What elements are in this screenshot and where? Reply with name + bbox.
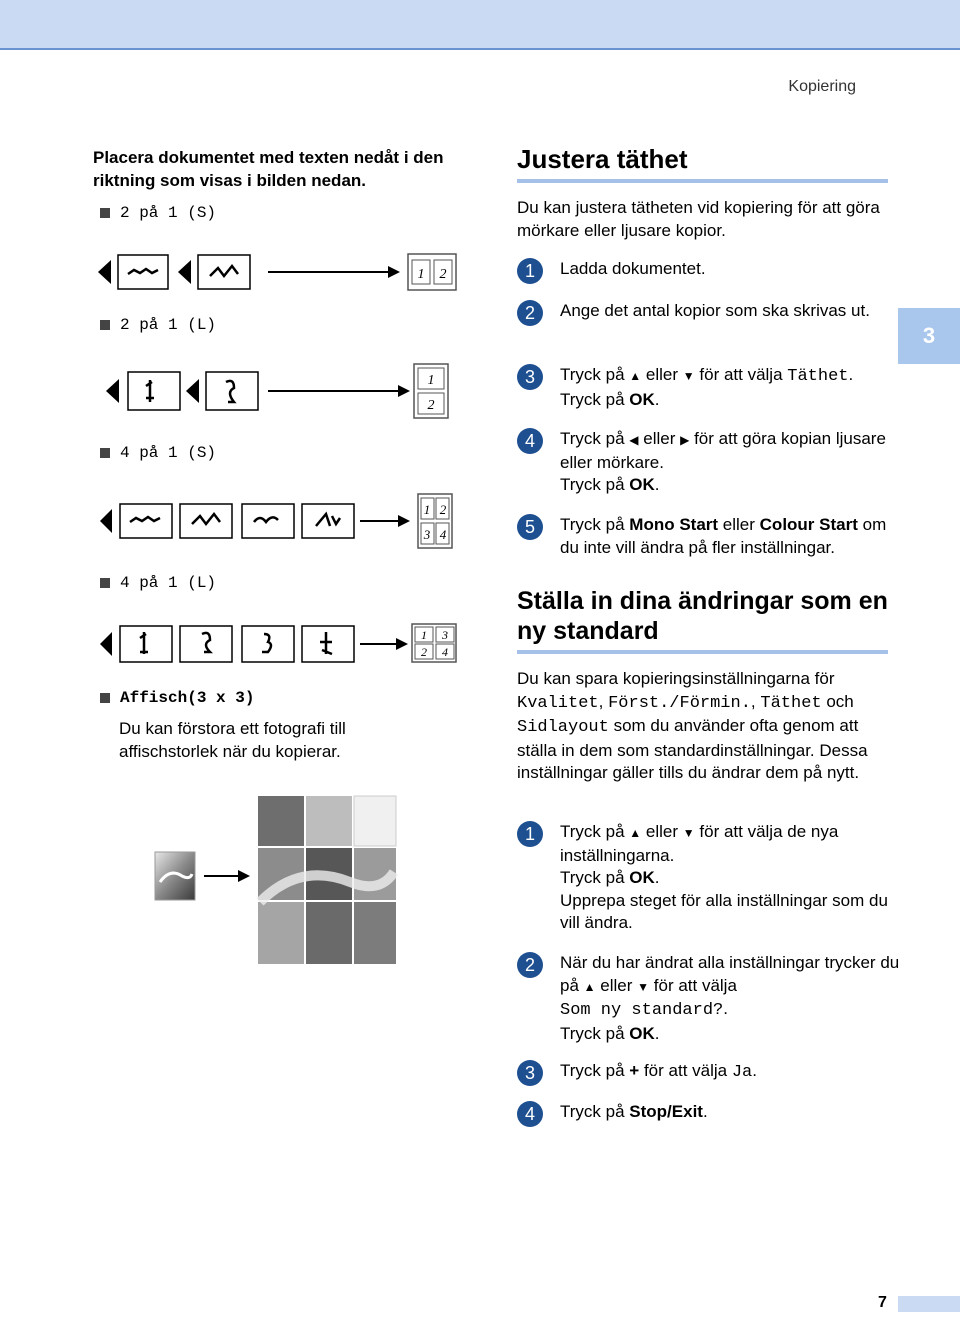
page-number-label: 2 (427, 398, 435, 413)
up-arrow-icon: ▲ (583, 979, 596, 994)
step-number: 2 (517, 300, 543, 326)
bullet-square-icon (100, 693, 110, 703)
bullet-square-icon (100, 578, 110, 588)
down-arrow-icon: ▼ (637, 979, 650, 994)
heading-rule (517, 650, 888, 654)
step-number: 1 (517, 258, 543, 284)
down-arrow-icon: ▼ (682, 826, 695, 840)
density-intro: Du kan justera tätheten vid kopiering för att göra mörkare eller ljusare kopior. (517, 198, 880, 240)
option-2in1-l: 2 på 1 (L) (100, 316, 216, 334)
step-number: 1 (517, 821, 543, 847)
page-number-label: 1 (421, 628, 427, 642)
bullet-square-icon (100, 208, 110, 218)
step-number: 4 (517, 428, 543, 454)
page-number: 7 (878, 1294, 887, 1311)
section-header: Kopiering (788, 78, 856, 95)
heading-rule (517, 179, 888, 183)
illustration-2in1-l (98, 362, 462, 420)
right-arrow-icon: ▶ (680, 433, 690, 447)
left-arrow-icon: ◀ (629, 433, 639, 447)
page-number-label: 4 (442, 645, 448, 659)
heading-adjust-density: Justera täthet (517, 144, 688, 174)
new-default-intro: Du kan spara kopieringsinställningarna för Kvalitet, Först./Förmin., Täthet och Sidlayout som du använder ofta genom att ställa in dem som standardinställningar. Dessa inställningar gäller tills du ändrar dem på nytt. (517, 669, 868, 782)
page-number-label: 3 (423, 527, 431, 542)
illustration-4in1-s (98, 492, 462, 550)
step-number: 3 (517, 1060, 543, 1086)
step-number: 4 (517, 1101, 543, 1127)
step-number: 3 (517, 364, 543, 390)
poster-description: Du kan förstora ett fotografi till affischstorlek när du kopierar. (119, 719, 346, 761)
option-2in1-s: 2 på 1 (S) (100, 204, 216, 222)
page-number-label: 1 (423, 502, 431, 517)
page-number-label: 3 (442, 628, 448, 642)
bullet-square-icon (100, 320, 110, 330)
intro-text: Placera dokumentet med texten nedåt i den riktning som visas i bilden nedan. (93, 148, 444, 190)
page-number-label: 2 (439, 267, 447, 282)
option-poster: Affisch(3 x 3) (100, 689, 254, 707)
step-number: 2 (517, 952, 543, 978)
option-4in1-l: 4 på 1 (L) (100, 574, 216, 592)
illustration-2in1-s (98, 252, 462, 292)
top-banner (0, 0, 960, 50)
poster-illustration (150, 792, 410, 972)
page-number-label: 1 (417, 267, 425, 282)
page-number-label: 1 (427, 373, 435, 388)
illustration-4in1-l (98, 622, 462, 666)
down-arrow-icon: ▼ (682, 369, 695, 383)
up-arrow-icon: ▲ (629, 369, 642, 383)
bullet-square-icon (100, 448, 110, 458)
page-number-label: 4 (439, 527, 447, 542)
page-number-label: 2 (439, 502, 447, 517)
option-4in1-s: 4 på 1 (S) (100, 444, 216, 462)
chapter-tab: 3 (898, 308, 960, 364)
footer-bar (898, 1296, 960, 1312)
heading-new-default: Ställa in dina ändringar som en ny standard (517, 587, 888, 645)
up-arrow-icon: ▲ (629, 826, 642, 840)
step-number: 5 (517, 514, 543, 540)
page-number-label: 2 (421, 645, 427, 659)
